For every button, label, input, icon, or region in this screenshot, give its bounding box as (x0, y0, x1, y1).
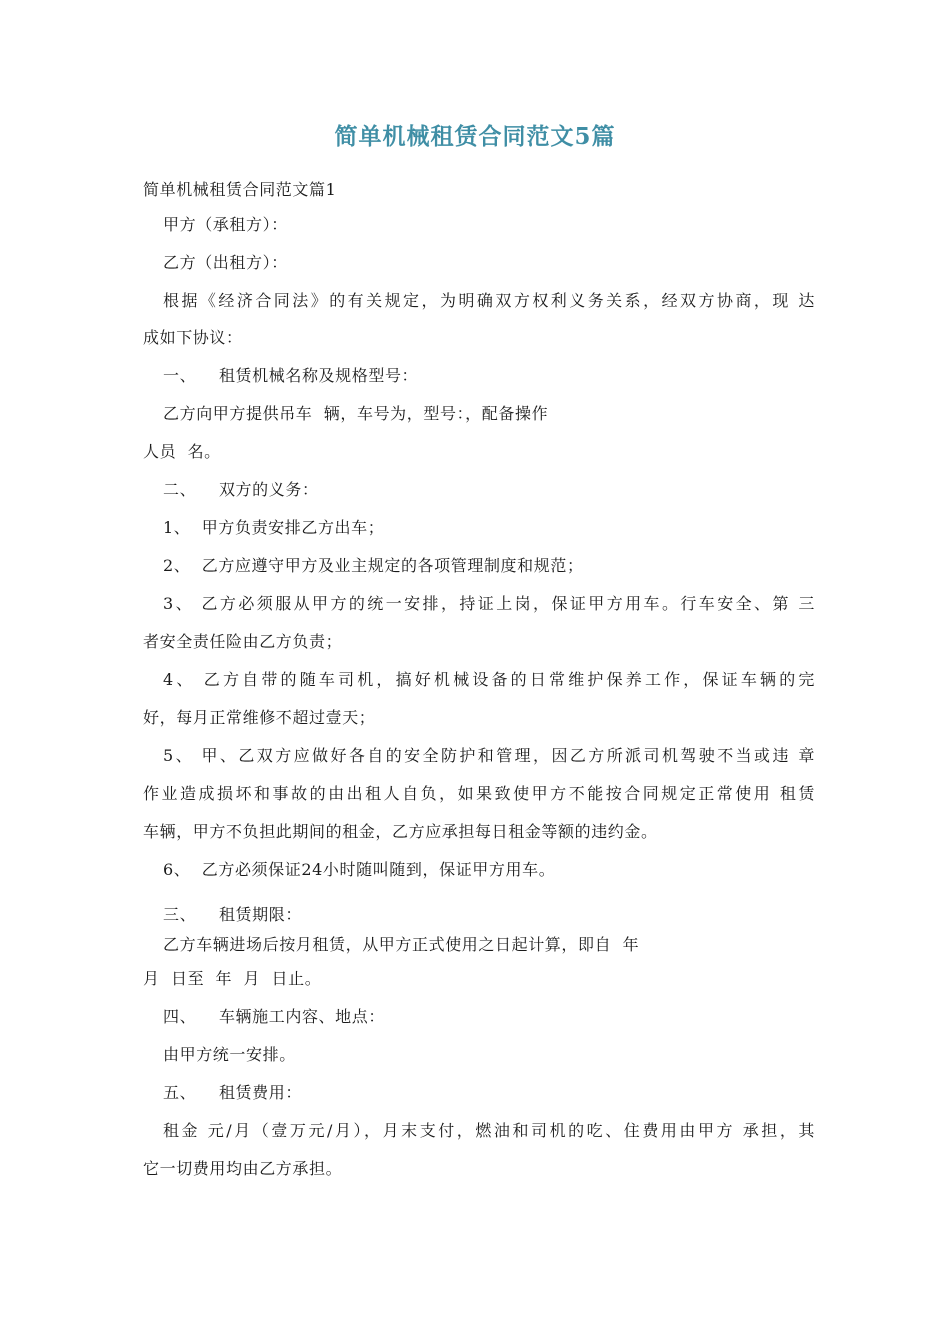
clause-heading: 四、 车辆施工内容、地点： (163, 1007, 385, 1026)
paragraph-line: 月 日至 年 月 日止。 (143, 969, 322, 988)
paragraph-line: 租金 元/月（壹万元/月），月末支付，燃油和司机的吃、住费用由甲方 承担，其 (163, 1121, 815, 1140)
party-b-line: 乙方（出租方）： (163, 253, 288, 272)
clause-heading: 一、 租赁机械名称及规格型号： (163, 366, 419, 385)
clause-heading: 二、 双方的义务： (163, 480, 319, 499)
paragraph-line: 者安全责任险由乙方负责； (143, 632, 343, 651)
paragraph-line: 根据《经济合同法》的有关规定，为明确双方权利义务关系，经双方协商，现 达 (163, 291, 815, 310)
clause-heading: 五、 租赁费用： (163, 1083, 302, 1102)
paragraph-line: 成如下协议： (143, 328, 243, 347)
paragraph-line: 作业造成损坏和事故的由出租人自负，如果致使甲方不能按合同规定正常使用 租赁 (143, 784, 815, 803)
list-item: 6、 乙方必须保证24小时随叫随到，保证甲方用车。 (163, 860, 556, 879)
paragraph-line: 人员 名。 (143, 442, 221, 461)
paragraph-line: 由甲方统一安排。 (163, 1045, 296, 1064)
list-item: 2、 乙方应遵守甲方及业主规定的各项管理制度和规范； (163, 556, 584, 575)
list-item: 4、 乙方自带的随车司机，搞好机械设备的日常维护保养工作，保证车辆的完 (163, 670, 815, 689)
paragraph-line: 乙方向甲方提供吊车 辆，车号为，型号：，配备操作 (163, 404, 549, 423)
party-a-line: 甲方（承租方）： (163, 215, 288, 234)
list-item: 3、 乙方必须服从甲方的统一安排，持证上岗，保证甲方用车。行车安全、第 三 (163, 594, 815, 613)
paragraph-line: 好，每月正常维修不超过壹天； (143, 708, 376, 727)
section-heading: 简单机械租赁合同范文篇1 (143, 180, 337, 199)
document-title: 简单机械租赁合同范文5篇 (334, 123, 616, 150)
list-item: 1、 甲方负责安排乙方出车； (163, 518, 385, 537)
clause-heading: 三、 租赁期限： (163, 905, 302, 924)
paragraph-line: 它一切费用均由乙方承担。 (143, 1159, 343, 1178)
list-item: 5、 甲、乙双方应做好各自的安全防护和管理，因乙方所派司机驾驶不当或违 章 (163, 746, 815, 765)
paragraph-line: 乙方车辆进场后按月租赁，从甲方正式使用之日起计算，即自 年 (163, 935, 640, 954)
paragraph-line: 车辆，甲方不负担此期间的租金，乙方应承担每日租金等额的违约金。 (143, 822, 658, 841)
